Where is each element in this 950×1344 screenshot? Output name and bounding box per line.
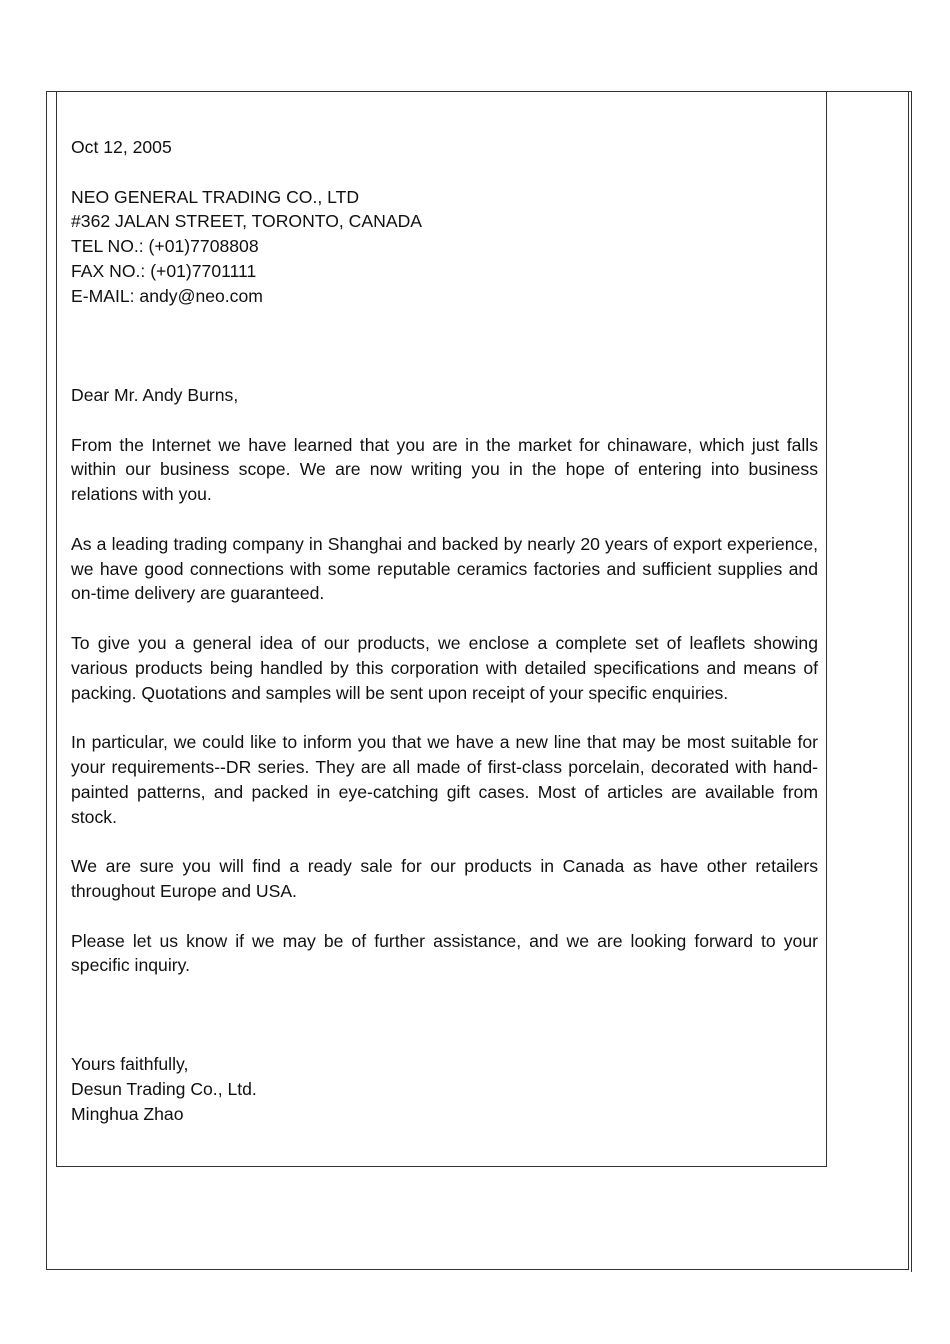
recipient-block [71, 185, 818, 309]
body-paragraph-new-line: In particular, we could like to inform you that we have a new line that may be most suitable for your requirements--DR series. They are all made of first-class porcelain, decorated with hand-painted patterns, and packed in eye-catching gift cases. Most of articles are available from stock. [71, 732, 818, 827]
recipient-address: #362 JALAN STREET, TORONTO, CANADA [71, 211, 423, 232]
body-paragraph-market: We are sure you will find a ready sale for our products in Canada as have other retailers throughout Europe and USA. [71, 856, 818, 901]
recipient-email: E-MAIL: andy@neo.com [71, 285, 263, 306]
recipient-company: NEO GENERAL TRADING CO., LTD [71, 186, 360, 207]
letter-date: Oct 12, 2005 [71, 137, 172, 157]
body-paragraph-company: As a leading trading company in Shanghai and backed by nearly 20 years of export experience, we have good connections with some reputable ceramics factories and sufficient supplies and on-time delivery are guaranteed. [71, 533, 818, 604]
sender-company: Desun Trading Co., Ltd. [71, 1079, 257, 1100]
business-letter [71, 135, 818, 1127]
body-paragraph-products: To give you a general idea of our products, we enclose a complete set of leaflets showing various products being handled by this corporation with detailed specifications and means of packing. Quotations and samples will be sent upon receipt of your specific enquiries. [71, 632, 818, 703]
recipient-tel: TEL NO.: (+01)7708808 [71, 236, 259, 257]
recipient-fax: FAX NO.: (+01)7701111 [71, 260, 257, 281]
body-paragraph-intro: From the Internet we have learned that you are in the market for chinaware, which just falls within our business scope. We are now writing you in the hope of entering into business relations with you. [71, 434, 818, 505]
body-paragraph-closing: Please let us know if we may be of further assistance, and we are looking forward to your specific inquiry. [71, 930, 818, 976]
outer-page-border-double-line [911, 91, 912, 1272]
sender-name: Minghua Zhao [71, 1104, 184, 1125]
signature-block [71, 1052, 818, 1126]
complimentary-close: Yours faithfully, [71, 1054, 189, 1075]
salutation: Dear Mr. Andy Burns, [71, 384, 239, 405]
